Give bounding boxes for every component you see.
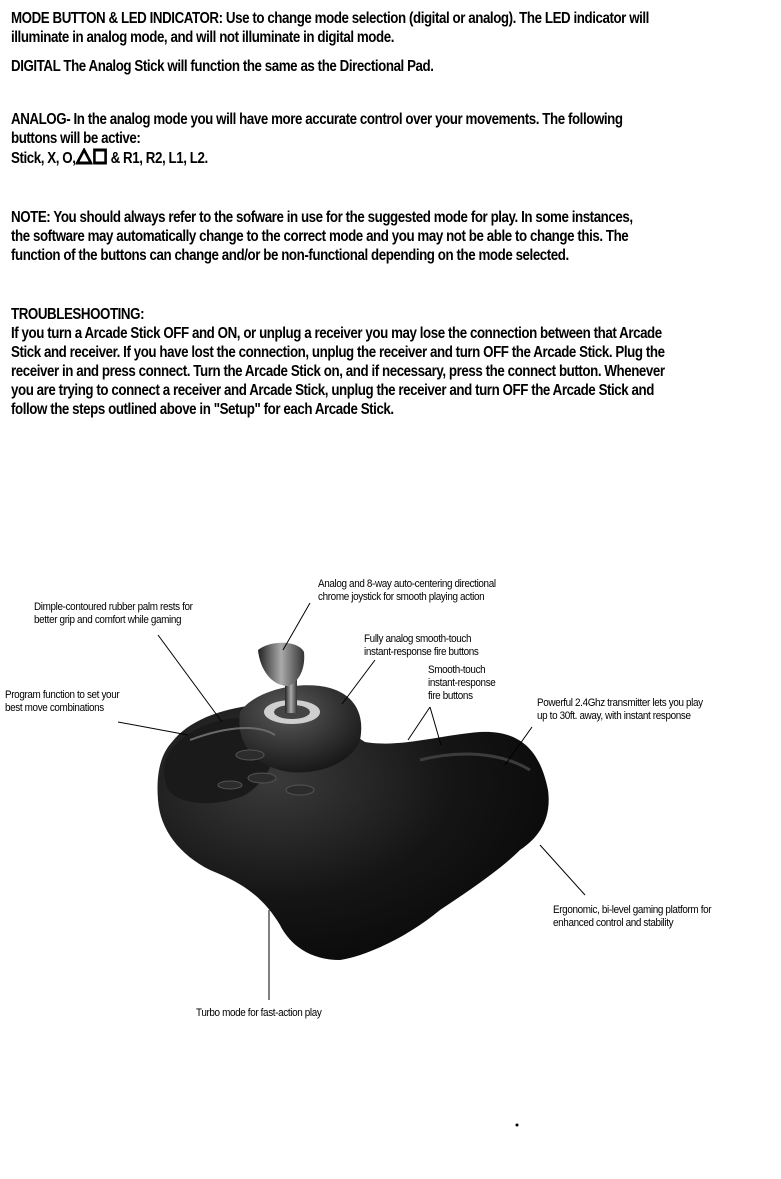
callout-joystick-line-1: Analog and 8-way auto-centering directional <box>318 578 496 590</box>
note-line-3: function of the buttons can change and/or be non-functional depending on the mode selected. <box>11 247 569 264</box>
analog-buttons-prefix: Stick, X, O, <box>11 150 76 167</box>
callout-transmitter-line-2: up to 30ft. away, with instant response <box>537 710 691 722</box>
callout-platform-line-1: Ergonomic, bi-level gaming platform for <box>553 904 712 916</box>
troubleshooting-line-4: you are trying to connect a receiver and Arcade Stick, unplug the receiver and turn OFF the Arcade Stick and <box>11 382 654 399</box>
mode-heading: MODE BUTTON & LED INDICATOR: <box>11 10 223 27</box>
troubleshooting-line-1: If you turn a Arcade Stick OFF and ON, or unplug a receiver you may lose the connection between that Arcade <box>11 325 662 342</box>
analog-line-1: - In the analog mode you will have more accurate control over your movements. The following <box>66 111 623 128</box>
callout-palm-rests <box>34 601 193 627</box>
callout-joystick-line-2: chrome joystick for smooth playing action <box>318 591 485 603</box>
joystick-ball <box>258 643 304 686</box>
callout-smooth-touch-line-3: fire buttons <box>428 690 473 702</box>
callout-smooth-touch-line-2: instant-response <box>428 677 496 689</box>
mode-line-1: Use to change mode selection (digital or analog). The LED indicator will <box>225 10 649 27</box>
callout-turbo <box>196 1007 321 1020</box>
callout-program <box>5 689 119 715</box>
note-line-1: NOTE: You should always refer to the sofware in use for the suggested mode for play. In some instances, <box>11 209 633 226</box>
analog-heading: ANALOG <box>11 111 67 128</box>
callout-program-line-1: Program function to set your <box>5 689 120 701</box>
callout-smooth-touch <box>428 664 495 703</box>
digital-heading: DIGITAL <box>11 58 61 75</box>
callout-smooth-touch-line-1: Smooth-touch <box>428 664 486 676</box>
troubleshooting-line-5: follow the steps outlined above in "Setup" for each Arcade Stick. <box>11 401 394 418</box>
analog-buttons-suffix: & R1, R2, L1, L2. <box>107 150 208 167</box>
troubleshooting-line-2: Stick and receiver. If you have lost the connection, unplug the receiver and turn OFF the Arcade Stick. Plug the <box>11 344 665 361</box>
callout-palm-rests-line-1: Dimple-contoured rubber palm rests for <box>34 601 193 613</box>
callout-analog-buttons-line-1: Fully analog smooth-touch <box>364 633 472 645</box>
troubleshooting-line-3: receiver in and press connect. Turn the Arcade Stick on, and if necessary, press the connect button. Whenever <box>11 363 665 380</box>
callout-joystick <box>318 578 496 604</box>
callout-turbo-line-1: Turbo mode for fast-action play <box>196 1007 322 1019</box>
digital-text: The Analog Stick will function the same as the Directional Pad. <box>63 58 434 75</box>
callout-program-line-2: best move combinations <box>5 702 104 714</box>
callout-platform <box>553 904 711 930</box>
callout-analog-buttons <box>364 633 478 659</box>
note-line-2: the software may automatically change to the correct mode and you may not be able to change this. The <box>11 228 629 245</box>
callout-transmitter-line-1: Powerful 2.4Ghz transmitter lets you play <box>537 697 703 709</box>
speck <box>516 1124 519 1127</box>
analog-line-2: buttons will be active: <box>11 130 141 147</box>
callout-palm-rests-line-2: better grip and comfort while gaming <box>34 614 182 626</box>
callout-transmitter <box>537 697 703 723</box>
callout-platform-line-2: enhanced control and stability <box>553 917 674 929</box>
callout-analog-buttons-line-2: instant-response fire buttons <box>364 646 479 658</box>
troubleshooting-heading: TROUBLESHOOTING: <box>11 306 145 323</box>
mode-line-2: illuminate in analog mode, and will not illuminate in digital mode. <box>11 29 394 46</box>
